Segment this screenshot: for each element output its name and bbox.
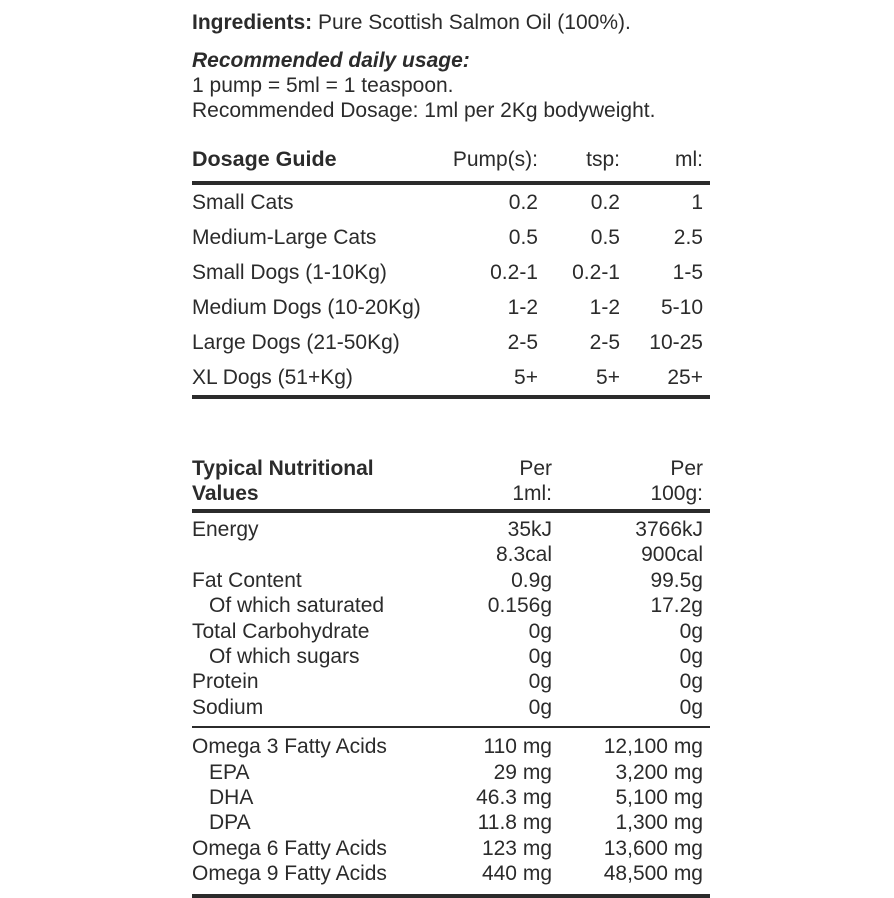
dosage-col-header-ml: ml: bbox=[675, 148, 703, 171]
row-pumps: 2-5 bbox=[507, 330, 538, 354]
dosage-table-body bbox=[192, 185, 710, 399]
usage-title: Recommended daily usage: bbox=[192, 49, 470, 72]
table-row bbox=[192, 290, 710, 325]
table-row bbox=[192, 785, 710, 810]
row-per-1ml: 0g bbox=[528, 619, 552, 643]
row-label: Fat Content bbox=[192, 568, 302, 592]
usage-line-pump: 1 pump = 5ml = 1 teaspoon. bbox=[192, 74, 454, 97]
table-row bbox=[192, 185, 710, 220]
row-ml: 2.5 bbox=[673, 225, 703, 249]
row-per-1ml: 0g bbox=[528, 670, 552, 694]
table-row bbox=[192, 517, 710, 542]
row-label: XL Dogs (51+Kg) bbox=[192, 365, 353, 389]
row-label: Energy bbox=[192, 518, 259, 541]
row-per-100g: 3766kJ bbox=[635, 518, 703, 541]
row-label: Small Cats bbox=[192, 190, 294, 214]
dosage-table-title: Dosage Guide bbox=[192, 147, 337, 171]
ingredients-label: Ingredients: bbox=[192, 11, 313, 34]
nutrition-table-header bbox=[192, 456, 710, 513]
row-per-100g: 0g bbox=[679, 619, 703, 643]
row-per-100g: 900cal bbox=[641, 543, 703, 567]
row-label: Total Carbohydrate bbox=[192, 619, 370, 643]
row-pumps: 1-2 bbox=[507, 295, 538, 319]
row-label: Omega 9 Fatty Acids bbox=[192, 862, 387, 886]
nutrition-table bbox=[192, 456, 710, 898]
per-1ml-line2: 1ml: bbox=[512, 482, 552, 505]
row-per-100g: 48,500 mg bbox=[603, 862, 703, 886]
table-row bbox=[192, 669, 710, 694]
per-100g-line1: Per bbox=[670, 457, 703, 480]
row-ml: 1-5 bbox=[672, 260, 703, 284]
row-per-100g: 12,100 mg bbox=[603, 735, 703, 759]
row-per-100g: 17.2g bbox=[650, 594, 703, 618]
row-per-1ml: 0.9g bbox=[511, 568, 552, 592]
label-content bbox=[192, 0, 710, 898]
table-row bbox=[192, 644, 710, 669]
table-row bbox=[192, 593, 710, 618]
row-label: Omega 3 Fatty Acids bbox=[192, 735, 387, 759]
row-per-100g: 13,600 mg bbox=[603, 836, 703, 860]
row-per-100g: 3,200 mg bbox=[615, 760, 703, 784]
table-row bbox=[192, 760, 710, 785]
row-tsp: 0.2-1 bbox=[572, 260, 620, 284]
row-per-100g: 99.5g bbox=[650, 568, 703, 592]
row-pumps: 0.2 bbox=[508, 190, 538, 214]
row-label: Sodium bbox=[192, 695, 264, 719]
table-row bbox=[192, 695, 710, 720]
row-label: Medium-Large Cats bbox=[192, 225, 377, 249]
row-pumps: 5+ bbox=[514, 365, 538, 389]
row-label: Protein bbox=[192, 670, 259, 694]
row-label: DPA bbox=[209, 811, 251, 835]
row-per-100g: 5,100 mg bbox=[615, 786, 703, 810]
row-per-1ml: 440 mg bbox=[481, 862, 552, 886]
row-label: Of which saturated bbox=[209, 594, 385, 618]
ingredients-text: Pure Scottish Salmon Oil (100%). bbox=[312, 11, 631, 34]
row-tsp: 1-2 bbox=[589, 295, 620, 319]
intro-section bbox=[192, 0, 710, 123]
row-per-1ml: 0.156g bbox=[487, 594, 552, 618]
row-label: Large Dogs (21-50Kg) bbox=[192, 330, 400, 354]
row-ml: 1 bbox=[691, 190, 703, 214]
row-pumps: 0.2-1 bbox=[490, 260, 538, 284]
table-row bbox=[192, 734, 710, 759]
nutrition-table-title bbox=[192, 456, 452, 506]
row-label: Of which sugars bbox=[209, 645, 360, 669]
row-tsp: 5+ bbox=[596, 365, 620, 389]
nutrition-table-body bbox=[192, 513, 710, 728]
usage-line-dosage: Recommended Dosage: 1ml per 2Kg bodyweight. bbox=[192, 99, 656, 122]
row-per-1ml: 35kJ bbox=[507, 518, 552, 541]
row-label bbox=[192, 542, 452, 567]
nutrition-col-header-per-100g bbox=[552, 456, 710, 506]
row-per-1ml: 123 mg bbox=[481, 836, 552, 860]
row-ml: 10-25 bbox=[649, 330, 703, 354]
table-row bbox=[192, 836, 710, 861]
row-per-100g: 0g bbox=[679, 645, 703, 669]
row-pumps: 0.5 bbox=[508, 225, 538, 249]
table-row bbox=[192, 360, 710, 395]
ingredients-line bbox=[192, 10, 710, 36]
row-per-1ml: 8.3cal bbox=[495, 543, 552, 567]
row-per-1ml: 0g bbox=[528, 645, 552, 669]
row-per-1ml: 0g bbox=[528, 695, 552, 719]
table-row bbox=[192, 542, 710, 567]
row-label: EPA bbox=[209, 760, 250, 784]
row-per-100g: 0g bbox=[679, 670, 703, 694]
per-1ml-line1: Per bbox=[519, 457, 552, 480]
nutrition-col-header-per-1ml bbox=[452, 456, 552, 506]
dosage-guide-table bbox=[192, 147, 710, 399]
dosage-col-header-pumps: Pump(s): bbox=[452, 148, 538, 171]
row-per-1ml: 46.3 mg bbox=[476, 786, 552, 810]
nutrition-omega-section bbox=[192, 728, 710, 897]
table-row bbox=[192, 810, 710, 835]
table-row bbox=[192, 255, 710, 290]
row-label: DHA bbox=[209, 786, 254, 810]
row-label: Medium Dogs (10-20Kg) bbox=[192, 295, 421, 319]
dosage-col-header-tsp: tsp: bbox=[586, 148, 620, 171]
row-label: Small Dogs (1-10Kg) bbox=[192, 260, 387, 284]
row-ml: 25+ bbox=[667, 365, 703, 389]
row-label: Omega 6 Fatty Acids bbox=[192, 836, 387, 860]
row-tsp: 2-5 bbox=[589, 330, 620, 354]
nutrition-title-line1: Typical Nutritional bbox=[192, 457, 374, 480]
table-row bbox=[192, 220, 710, 255]
row-per-100g: 1,300 mg bbox=[615, 811, 703, 835]
row-per-1ml: 11.8 mg bbox=[477, 811, 552, 835]
dosage-table-header bbox=[192, 147, 710, 185]
row-per-1ml: 110 mg bbox=[483, 735, 552, 759]
per-100g-line2: 100g: bbox=[650, 482, 703, 505]
row-tsp: 0.2 bbox=[590, 190, 620, 214]
row-per-1ml: 29 mg bbox=[493, 760, 552, 784]
row-ml: 5-10 bbox=[660, 295, 703, 319]
table-row bbox=[192, 619, 710, 644]
table-row bbox=[192, 861, 710, 886]
table-row bbox=[192, 568, 710, 593]
nutrition-title-line2: Values bbox=[192, 482, 259, 505]
row-tsp: 0.5 bbox=[590, 225, 620, 249]
row-per-100g: 0g bbox=[679, 695, 703, 719]
table-row bbox=[192, 325, 710, 360]
